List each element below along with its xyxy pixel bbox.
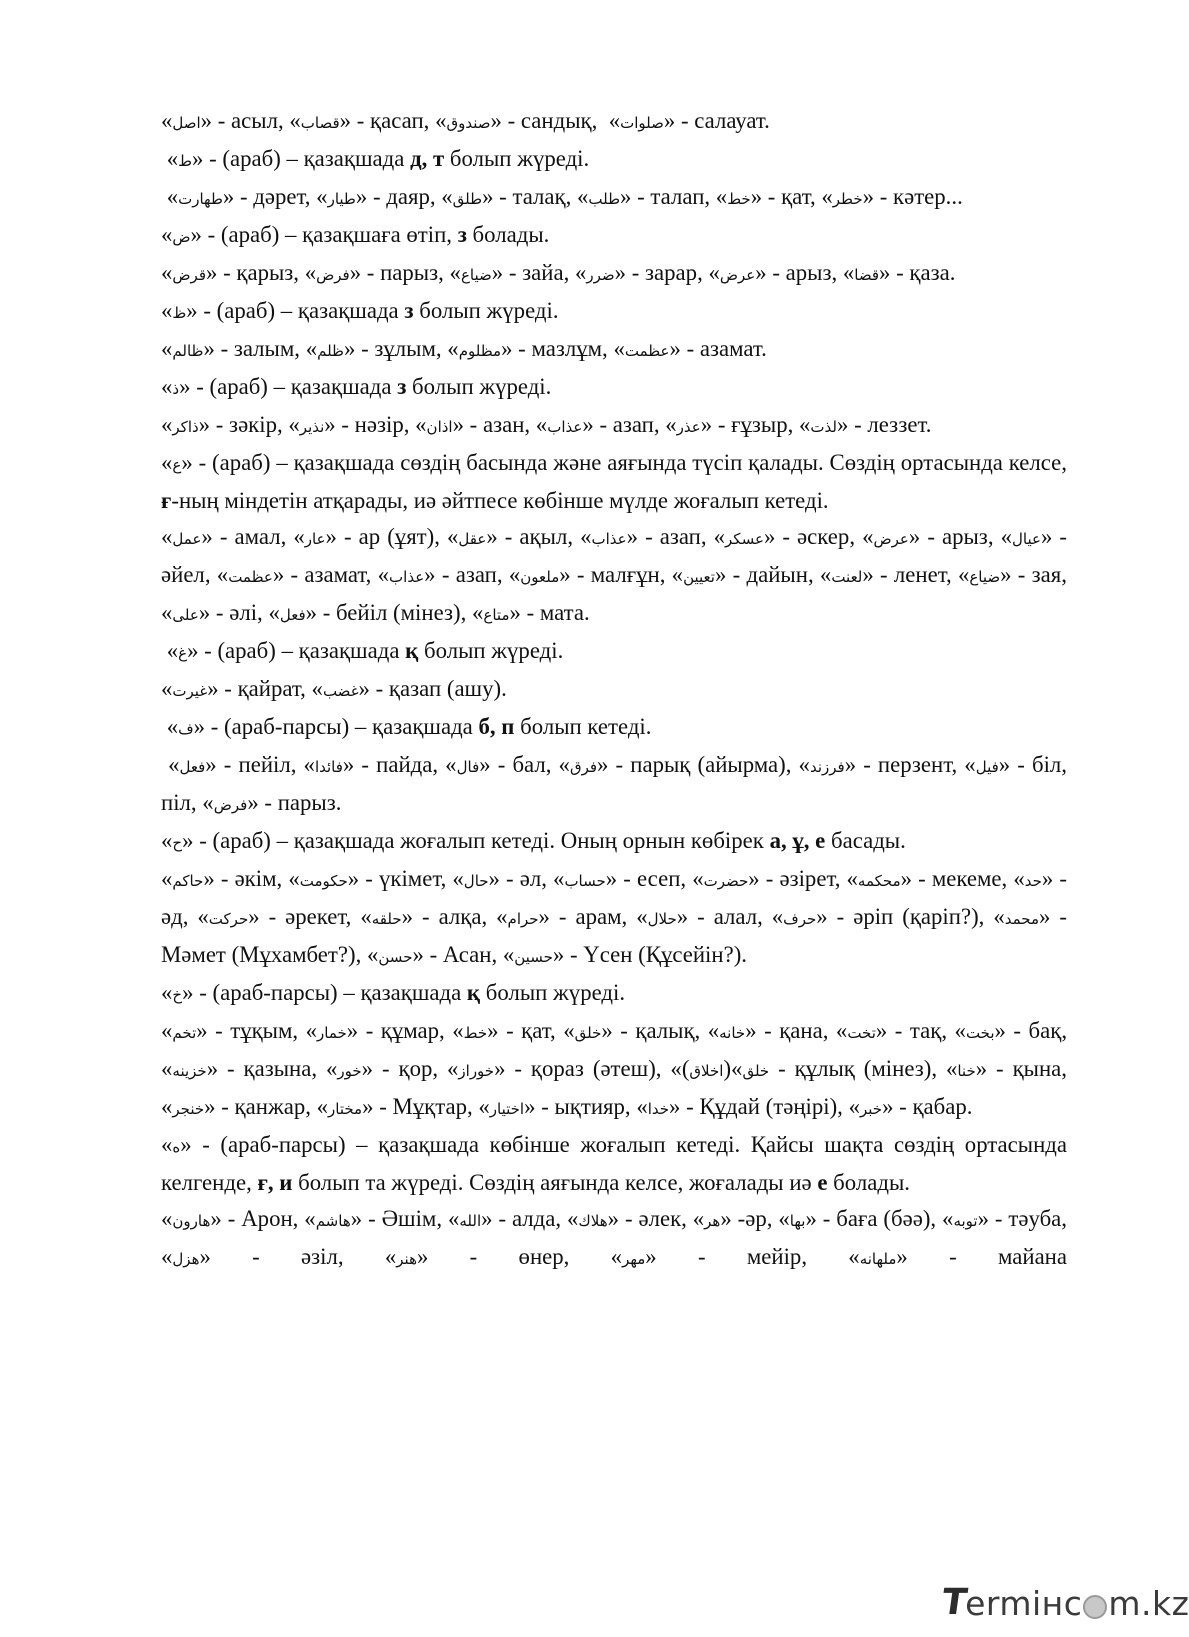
logo-initial: T [939, 1582, 970, 1623]
text-line-3: «طهارت» - дәрет, «طیار» - даяр, «طلق» - талақ, «طلب» - талап, «خط» - қат, «خطر» - кәтер... [161, 184, 963, 209]
text-line-17: «حاکم» - әкім, «حکومت» - үкімет, «حال» - әл, «حساب» - есеп, «حضرت» - әзірет, «محکمه» - мекеме, «حد» - әд, «حرکت» - әрекет, «حلقه» - алқа, «حرام» - арам, «حلال» - алал, «حرف» - әріп (қаріп?), «محمد» - Мәмет (Мұхамбет?), «حسن» - Асан, «حسین» - Үсен (Құсейін?). [161, 866, 1067, 967]
termincom-logo [939, 1582, 1189, 1623]
text-line-7: «ظالم» - залым, «ظلم» - зұлым, «مظلوم» - мазлұм, «عظمت» - азамат. [161, 336, 767, 361]
text-line-15: «فعل» - пейіл, «فائدا» - пайда, «فال» - бал, «فرق» - парық (айырма), «فرزند» - перзент, «فیل» - біл, піл, «فرض» - парыз. [161, 752, 1067, 815]
text-line-18: «خ» - (араб-парсы) – қазақшада қ болып жүреді. [161, 980, 626, 1005]
text-line-1: «اصل» - асыл, «قصاب» - қасап, «صندوق» - сандық, «صلوات» - салауат. [161, 108, 770, 133]
text-line-9: «ذاکر» - зәкір, «نذیر» - нәзір, «اذان» - азан, «عذاب» - азап, «عذر» - ғұзыр, «لذت» - леззет. [161, 412, 932, 437]
text-line-14: «ف» - (араб-парсы) – қазақшада б, п болып кетеді. [161, 714, 652, 739]
text-line-19: «تخم» - тұқым, «خمار» - құмар, «خط» - қат, «خلق» - қалық, «خانه» - қана, «تخت» - тақ, «بخت» - бақ, «خزینه» - қазына, «خور» - қор, «خوراز» - қораз (әтеш), « خلق»(اخلاق) - құлық (мінез), «خنا» - қына, «خنجر» - қанжар, «مختار» - Мұқтар, «اختیار» - ықтияр, «خدا» - Құдай (тәңірі), «خبر» - қабар. [161, 1018, 1068, 1119]
text-line-10: «ع» - (араб) – қазақшада сөздің басында және аяғында түсіп қалады. Сөздің ортасында келсе, ғ-ның міндетін атқарады, иә әйтпесе көбінше мүлде жоғалып кетеді. [161, 450, 1067, 513]
document-body [161, 103, 1067, 1277]
text-line-21: «هارون» - Арон, «هاشم» - Әшім, «الله» - алда, «هلاك» - әлек, «هر» -әр, «بها» - баға (бәә), «توبه» - тәуба, «هزل» - әзіл, «هنر» - өнер, «مهر» - мейір, «ملهانه» - майана [161, 1206, 1068, 1269]
logo-middle: ermінc [965, 1584, 1083, 1623]
text-line-16: «ح» - (араб) – қазақшада жоғалып кетеді. Оның орнын көбірек а, ұ, е басады. [161, 828, 906, 853]
text-line-8: «ذ» - (араб) – қазақшада з болып жүреді. [161, 374, 552, 399]
logo-circle-icon [1083, 1595, 1107, 1619]
text-line-2: «ط» - (араб) – қазақшада д, т болып жүреді. [161, 146, 590, 171]
text-line-4: «ض» - (араб) – қазақшаға өтіп, з болады. [161, 222, 550, 247]
text-line-20: «ه» - (араб-парсы) – қазақшада көбінше жоғалып кетеді. Қайсы шақта сөздің ортасында келгенде, ғ, и болып та жүреді. Сөздің аяғында келсе, жоғалады иә е болады. [161, 1132, 1067, 1195]
text-line-13: «غیرت» - қайрат, «غضب» - қазап (ашу). [161, 676, 507, 701]
text-line-5: «قرض» - қарыз, «فرض» - парыз, «ضیاع» - зайа, «ضرر» - зарар, «عرض» - арыз, «قضا» - қаза. [161, 260, 956, 285]
text-line-11: «عمل» - амал, «عار» - ар (ұят), «عقل» - ақыл, «عذاب» - азап, «عسکر» - әскер, «عرض» - арыз, «عیال» - әйел, «عظمت» - азамат, «عذاب» - азап, «ملعون» - малғұн, «تعیین» - дайын, «لعنت» - ленет, «ضیاع» - зая, «علی» - әлі, «فعل» - бейіл (мінез), «متاع» - мата. [161, 524, 1067, 625]
text-line-6: «ظ» - (араб) – қазақшада з болып жүреді. [161, 298, 559, 323]
logo-end: m.kz [1108, 1584, 1189, 1623]
text-line-12: «غ» - (араб) – қазақшада қ болып жүреді. [161, 638, 564, 663]
